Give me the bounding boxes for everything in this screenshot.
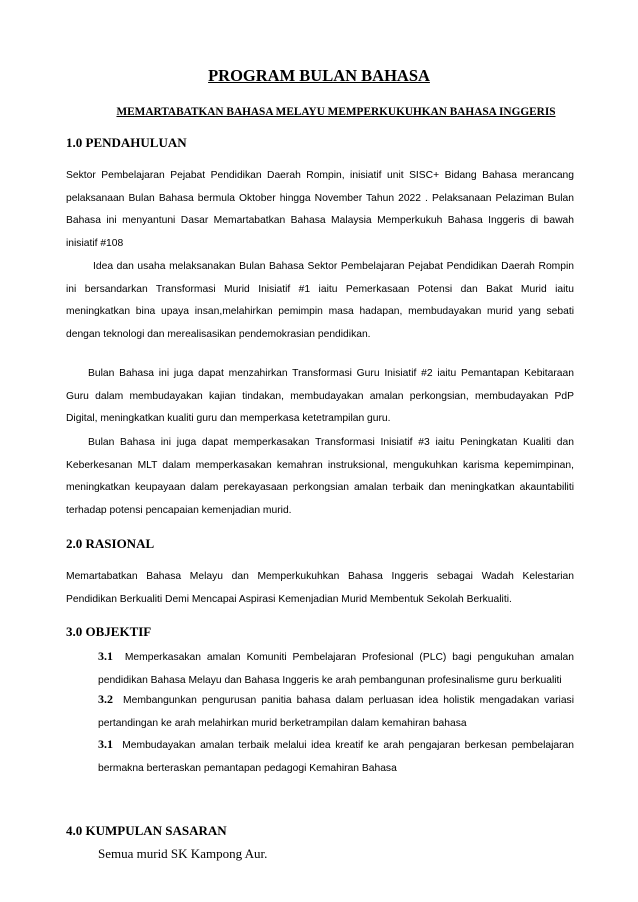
document-subtitle: MEMARTABATKAN BAHASA MELAYU MEMPERKUKUHKAN BAHASA INGGERIS [116, 106, 556, 118]
section-heading-rationale: 2.0 RASIONAL [66, 536, 155, 551]
objective-text: Memperkasakan amalan Komuniti Pembelajaran Profesional (PLC) bagi pengukuhan amalan pendidikan Bahasa Melayu dan Bahasa Inggeris ke arah pembangunan profesinalisme guru berkualiti [98, 652, 574, 686]
objective-item-3 [98, 733, 574, 780]
intro-paragraph-2: Idea dan usaha melaksanakan Bulan Bahasa Sektor Pembelajaran Pejabat Pendidikan Daerah Rompin ini bersandarkan Transformasi Murid Inisiatif #1 iaitu Pemerkasaan Potensi dan Bakat Murid iaitu meningkatkan bina upaya insan,melahirkan pemimpin masa hadapan, membudayakan murid yang sebati dengan teknologi dan merealisasikan pendemokrasian pendidikan. [66, 261, 574, 340]
objective-item-1 [98, 645, 574, 692]
objective-number: 3.1 [98, 649, 113, 663]
section-heading-objectives: 3.0 OBJEKTIF [66, 624, 152, 639]
rationale-paragraph: Memartabatkan Bahasa Melayu dan Memperkukuhkan Bahasa Inggeris sebagai Wadah Kelestarian Pendidikan Berkualiti Demi Mencapai Aspirasi Kemenjadian Murid Membentuk Sekolah Berkualiti. [66, 571, 574, 605]
document-title: PROGRAM BULAN BAHASA [208, 66, 430, 85]
objective-number: 3.2 [98, 692, 113, 706]
objective-text: Membudayakan amalan terbaik melalui idea kreatif ke arah pengajaran berkesan pembelajaran bermakna berteraskan pemantapan pedagogi Kemahiran Bahasa [98, 740, 574, 774]
objective-item-2 [98, 688, 574, 735]
target-group-text: Semua murid SK Kampong Aur. [98, 846, 268, 861]
section-heading-intro: 1.0 PENDAHULUAN [66, 135, 187, 150]
intro-paragraph-3: Bulan Bahasa ini juga dapat menzahirkan Transformasi Guru Inisiatif #2 iaitu Pemantapan Kebitaraan Guru dalam membudayakan kajian tindakan, membudayakan amalan perkongsian, membudayakan PdP Digital, meningkatkan kualiti guru dan memperkasa ketetrampilan guru. [66, 368, 574, 424]
objective-number: 3.1 [98, 737, 113, 751]
objective-text: Membangunkan pengurusan panitia bahasa dalam perluasan idea holistik mengadakan variasi pertandingan ke arah melahirkan murid berketrampilan dalam kemahiran bahasa [98, 695, 574, 729]
intro-paragraph-1: Sektor Pembelajaran Pejabat Pendidikan Daerah Rompin, inisiatif unit SISC+ Bidang Bahasa merancang pelaksanaan Bulan Bahasa bermula Oktober hingga November Tahun 2022 . Pelaksanaan Pelaziman Bulan Bahasa ini menyantuni Dasar Memartabatkan Bahasa Malaysia Memperkukuh Bahasa Inggeris di bawah inisiatif #108 [66, 170, 574, 249]
section-heading-target-group: 4.0 KUMPULAN SASARAN [66, 823, 227, 838]
intro-paragraph-4: Bulan Bahasa ini juga dapat memperkasakan Transformasi Inisiatif #3 iaitu Peningkatan Kualiti dan Keberkesanan MLT dalam memperkasakan kemahran instruksional, mengukuhkan karisma kepemimpinan, meningkatkan keupayaan dalam perekayasaan perkongsian amalan terbaik dan meningkatkan akauntabiliti terhadap potensi pencapaian kemenjadian murid. [66, 437, 574, 516]
